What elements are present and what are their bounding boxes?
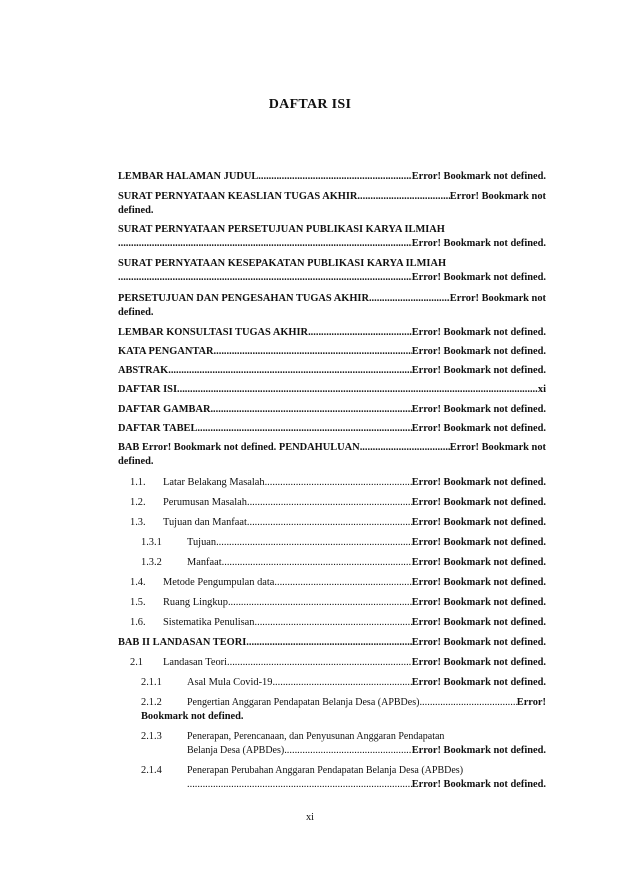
toc-entry-page: Error! Bookmark not defined.: [411, 272, 546, 283]
toc-entry-text: SURAT PERNYATAAN KEASLIAN TUGAS AKHIR: [118, 191, 358, 202]
toc-entry-text: Metode Pengumpulan data: [163, 577, 275, 588]
toc-leader: [419, 696, 516, 709]
toc-leader: [228, 596, 412, 609]
toc-entry-text: Sistematika Penulisan: [163, 617, 255, 628]
toc-entry-page: Error! Bookmark not defined.: [411, 238, 546, 249]
toc-entry[interactable]: [187, 744, 546, 757]
toc-entry[interactable]: [118, 441, 546, 454]
toc-entry[interactable]: [187, 778, 546, 791]
toc-entry[interactable]: [141, 676, 546, 689]
toc-entry[interactable]: [130, 476, 546, 489]
toc-entry-continuation: Bookmark not defined.: [141, 711, 244, 722]
toc-entry-page: Error! Bookmark not defined.: [411, 171, 546, 182]
toc-leader: [214, 345, 412, 358]
toc-leader: [284, 744, 411, 757]
toc-entry-text: Latar Belakang Masalah: [163, 477, 265, 488]
toc-entry-page: Error! Bookmark not defined.: [411, 477, 546, 488]
toc-entry-number: 1.1.: [130, 477, 146, 488]
toc-leader: [369, 292, 450, 305]
toc-entry[interactable]: [130, 576, 546, 589]
toc-entry-text[interactable]: SURAT PERNYATAAN PERSETUJUAN PUBLIKASI KARYA ILMIAH: [118, 224, 445, 235]
toc-entry-text: DAFTAR ISI: [118, 384, 177, 395]
toc-leader: [360, 441, 450, 454]
toc-entry-text: DAFTAR TABEL: [118, 423, 198, 434]
toc-entry[interactable]: [118, 364, 546, 377]
toc-entry-text: ABSTRAK: [118, 365, 169, 376]
toc-entry-page: Error! Bookmark not: [449, 442, 546, 453]
toc-leader: [222, 556, 412, 569]
toc-leader: [177, 383, 538, 396]
toc-entry-text: LEMBAR HALAMAN JUDUL: [118, 171, 259, 182]
toc-entry[interactable]: [130, 656, 546, 669]
toc-entry-text-continued: Belanja Desa (APBDes): [187, 745, 285, 756]
toc-entry[interactable]: [118, 170, 546, 183]
toc-entry-page: xi: [537, 384, 546, 395]
toc-entry[interactable]: [130, 516, 546, 529]
toc-leader: [227, 656, 412, 669]
toc-entry[interactable]: [118, 292, 546, 305]
toc-entry-page: Error! Bookmark not: [449, 191, 546, 202]
toc-entry[interactable]: [118, 271, 546, 284]
toc-entry[interactable]: [141, 764, 546, 777]
page-number: xi: [305, 812, 315, 823]
toc-entry[interactable]: [118, 383, 546, 396]
toc-entry-number: 2.1.2: [141, 697, 162, 708]
toc-entry-number: 1.3.2: [141, 557, 162, 568]
toc-entry-number: 1.4.: [130, 577, 146, 588]
toc-entry[interactable]: [118, 190, 546, 203]
toc-entry-page: Error! Bookmark not defined.: [411, 423, 546, 434]
toc-entry-text: Landasan Teori: [163, 657, 227, 668]
toc-entry-text: LEMBAR KONSULTASI TUGAS AKHIR: [118, 327, 309, 338]
toc-entry-text: Penerapan, Perencanaan, dan Penyusunan Anggaran Pendapatan: [187, 731, 445, 742]
toc-entry[interactable]: [130, 496, 546, 509]
toc-entry[interactable]: [118, 403, 546, 416]
toc-entry-page: Error! Bookmark not defined.: [411, 577, 546, 588]
toc-entry[interactable]: [118, 422, 546, 435]
toc-entry-page: Error! Bookmark not defined.: [411, 404, 546, 415]
toc-leader: [210, 403, 411, 416]
toc-entry-number: 2.1.4: [141, 765, 162, 776]
toc-entry-page: Error! Bookmark not defined.: [411, 327, 546, 338]
toc-entry-page: Error! Bookmark not defined.: [411, 597, 546, 608]
toc-leader: [246, 636, 411, 649]
toc-entry-text: Tujuan dan Manfaat: [163, 517, 247, 528]
toc-entry-page: Error! Bookmark not defined.: [411, 517, 546, 528]
toc-entry-text: Penerapan Perubahan Anggaran Pendapatan Belanja Desa (APBDes): [187, 765, 464, 776]
toc-entry-page: Error!: [516, 697, 546, 708]
toc-entry-page: Error! Bookmark not: [449, 293, 546, 304]
toc-entry-page: Error! Bookmark not defined.: [411, 657, 546, 668]
toc-leader: [274, 576, 411, 589]
toc-entry-text: Ruang Lingkup: [163, 597, 228, 608]
toc-entry[interactable]: [130, 596, 546, 609]
toc-entry-page: Error! Bookmark not defined.: [411, 537, 546, 548]
toc-entry-text: PERSETUJUAN DAN PENGESAHAN TUGAS AKHIR: [118, 293, 369, 304]
toc-entry-text: Pengertian Anggaran Pendapatan Belanja Desa (APBDes): [187, 697, 420, 708]
toc-entry-number: 2.1.3: [141, 731, 162, 742]
toc-entry-page: Error! Bookmark not defined.: [411, 617, 546, 628]
toc-entry[interactable]: [141, 730, 546, 743]
toc-entry-continuation: defined.: [118, 307, 154, 318]
toc-leader: [118, 271, 412, 284]
toc-entry-number: 1.2.: [130, 497, 146, 508]
toc-entry-continuation: defined.: [118, 205, 154, 216]
toc-entry-number: 1.6.: [130, 617, 146, 628]
toc-entry-continuation: defined.: [118, 456, 154, 467]
toc-entry-text: DAFTAR GAMBAR: [118, 404, 211, 415]
toc-entry-number: 1.3.: [130, 517, 146, 528]
toc-entry[interactable]: [118, 345, 546, 358]
toc-leader: [308, 326, 412, 339]
toc-entry-text: Tujuan: [187, 537, 217, 548]
toc-leader: [258, 170, 411, 183]
toc-entry-text[interactable]: SURAT PERNYATAAN KESEPAKATAN PUBLIKASI KARYA ILMIAH: [118, 258, 447, 269]
toc-entry[interactable]: [130, 616, 546, 629]
toc-leader: [168, 364, 411, 377]
toc-leader: [247, 496, 412, 509]
toc-entry-page: Error! Bookmark not defined.: [411, 677, 546, 688]
toc-entry-number: 2.1.1: [141, 677, 162, 688]
toc-entry-page: Error! Bookmark not defined.: [411, 346, 546, 357]
toc-entry-page: Error! Bookmark not defined.: [411, 365, 546, 376]
toc-entry[interactable]: [141, 696, 546, 709]
page-title: DAFTAR ISI: [268, 97, 352, 112]
toc-entry-number: 1.3.1: [141, 537, 162, 548]
toc-entry-text: Perumusan Masalah: [163, 497, 247, 508]
toc-leader: [118, 237, 412, 250]
toc-leader: [357, 190, 449, 203]
toc-leader: [247, 516, 412, 529]
toc-entry-text: Manfaat: [187, 557, 222, 568]
toc-entry[interactable]: [118, 636, 546, 649]
toc-entry-text: Asal Mula Covid-19: [187, 677, 273, 688]
toc-entry-number: 2.1: [130, 657, 143, 668]
toc-entry-text: KATA PENGANTAR: [118, 346, 214, 357]
toc-entry[interactable]: [118, 326, 546, 339]
toc-entry-page: Error! Bookmark not defined.: [411, 745, 546, 756]
toc-leader: [216, 536, 412, 549]
toc-entry[interactable]: [141, 536, 546, 549]
toc-entry-page: Error! Bookmark not defined.: [411, 497, 546, 508]
toc-entry[interactable]: [118, 237, 546, 250]
toc-leader: [272, 676, 411, 689]
toc-entry-page: Error! Bookmark not defined.: [411, 779, 546, 790]
toc-entry-page: Error! Bookmark not defined.: [411, 557, 546, 568]
toc-entry-text: BAB II LANDASAN TEORI: [118, 637, 247, 648]
toc-leader: [197, 422, 411, 435]
toc-leader: [187, 778, 412, 791]
toc-entry-page: Error! Bookmark not defined.: [411, 637, 546, 648]
toc-entry[interactable]: [141, 556, 546, 569]
toc-leader: [255, 616, 412, 629]
toc-entry-text: BAB Error! Bookmark not defined. PENDAHULUAN: [118, 442, 360, 453]
toc-entry-number: 1.5.: [130, 597, 146, 608]
toc-leader: [265, 476, 412, 489]
